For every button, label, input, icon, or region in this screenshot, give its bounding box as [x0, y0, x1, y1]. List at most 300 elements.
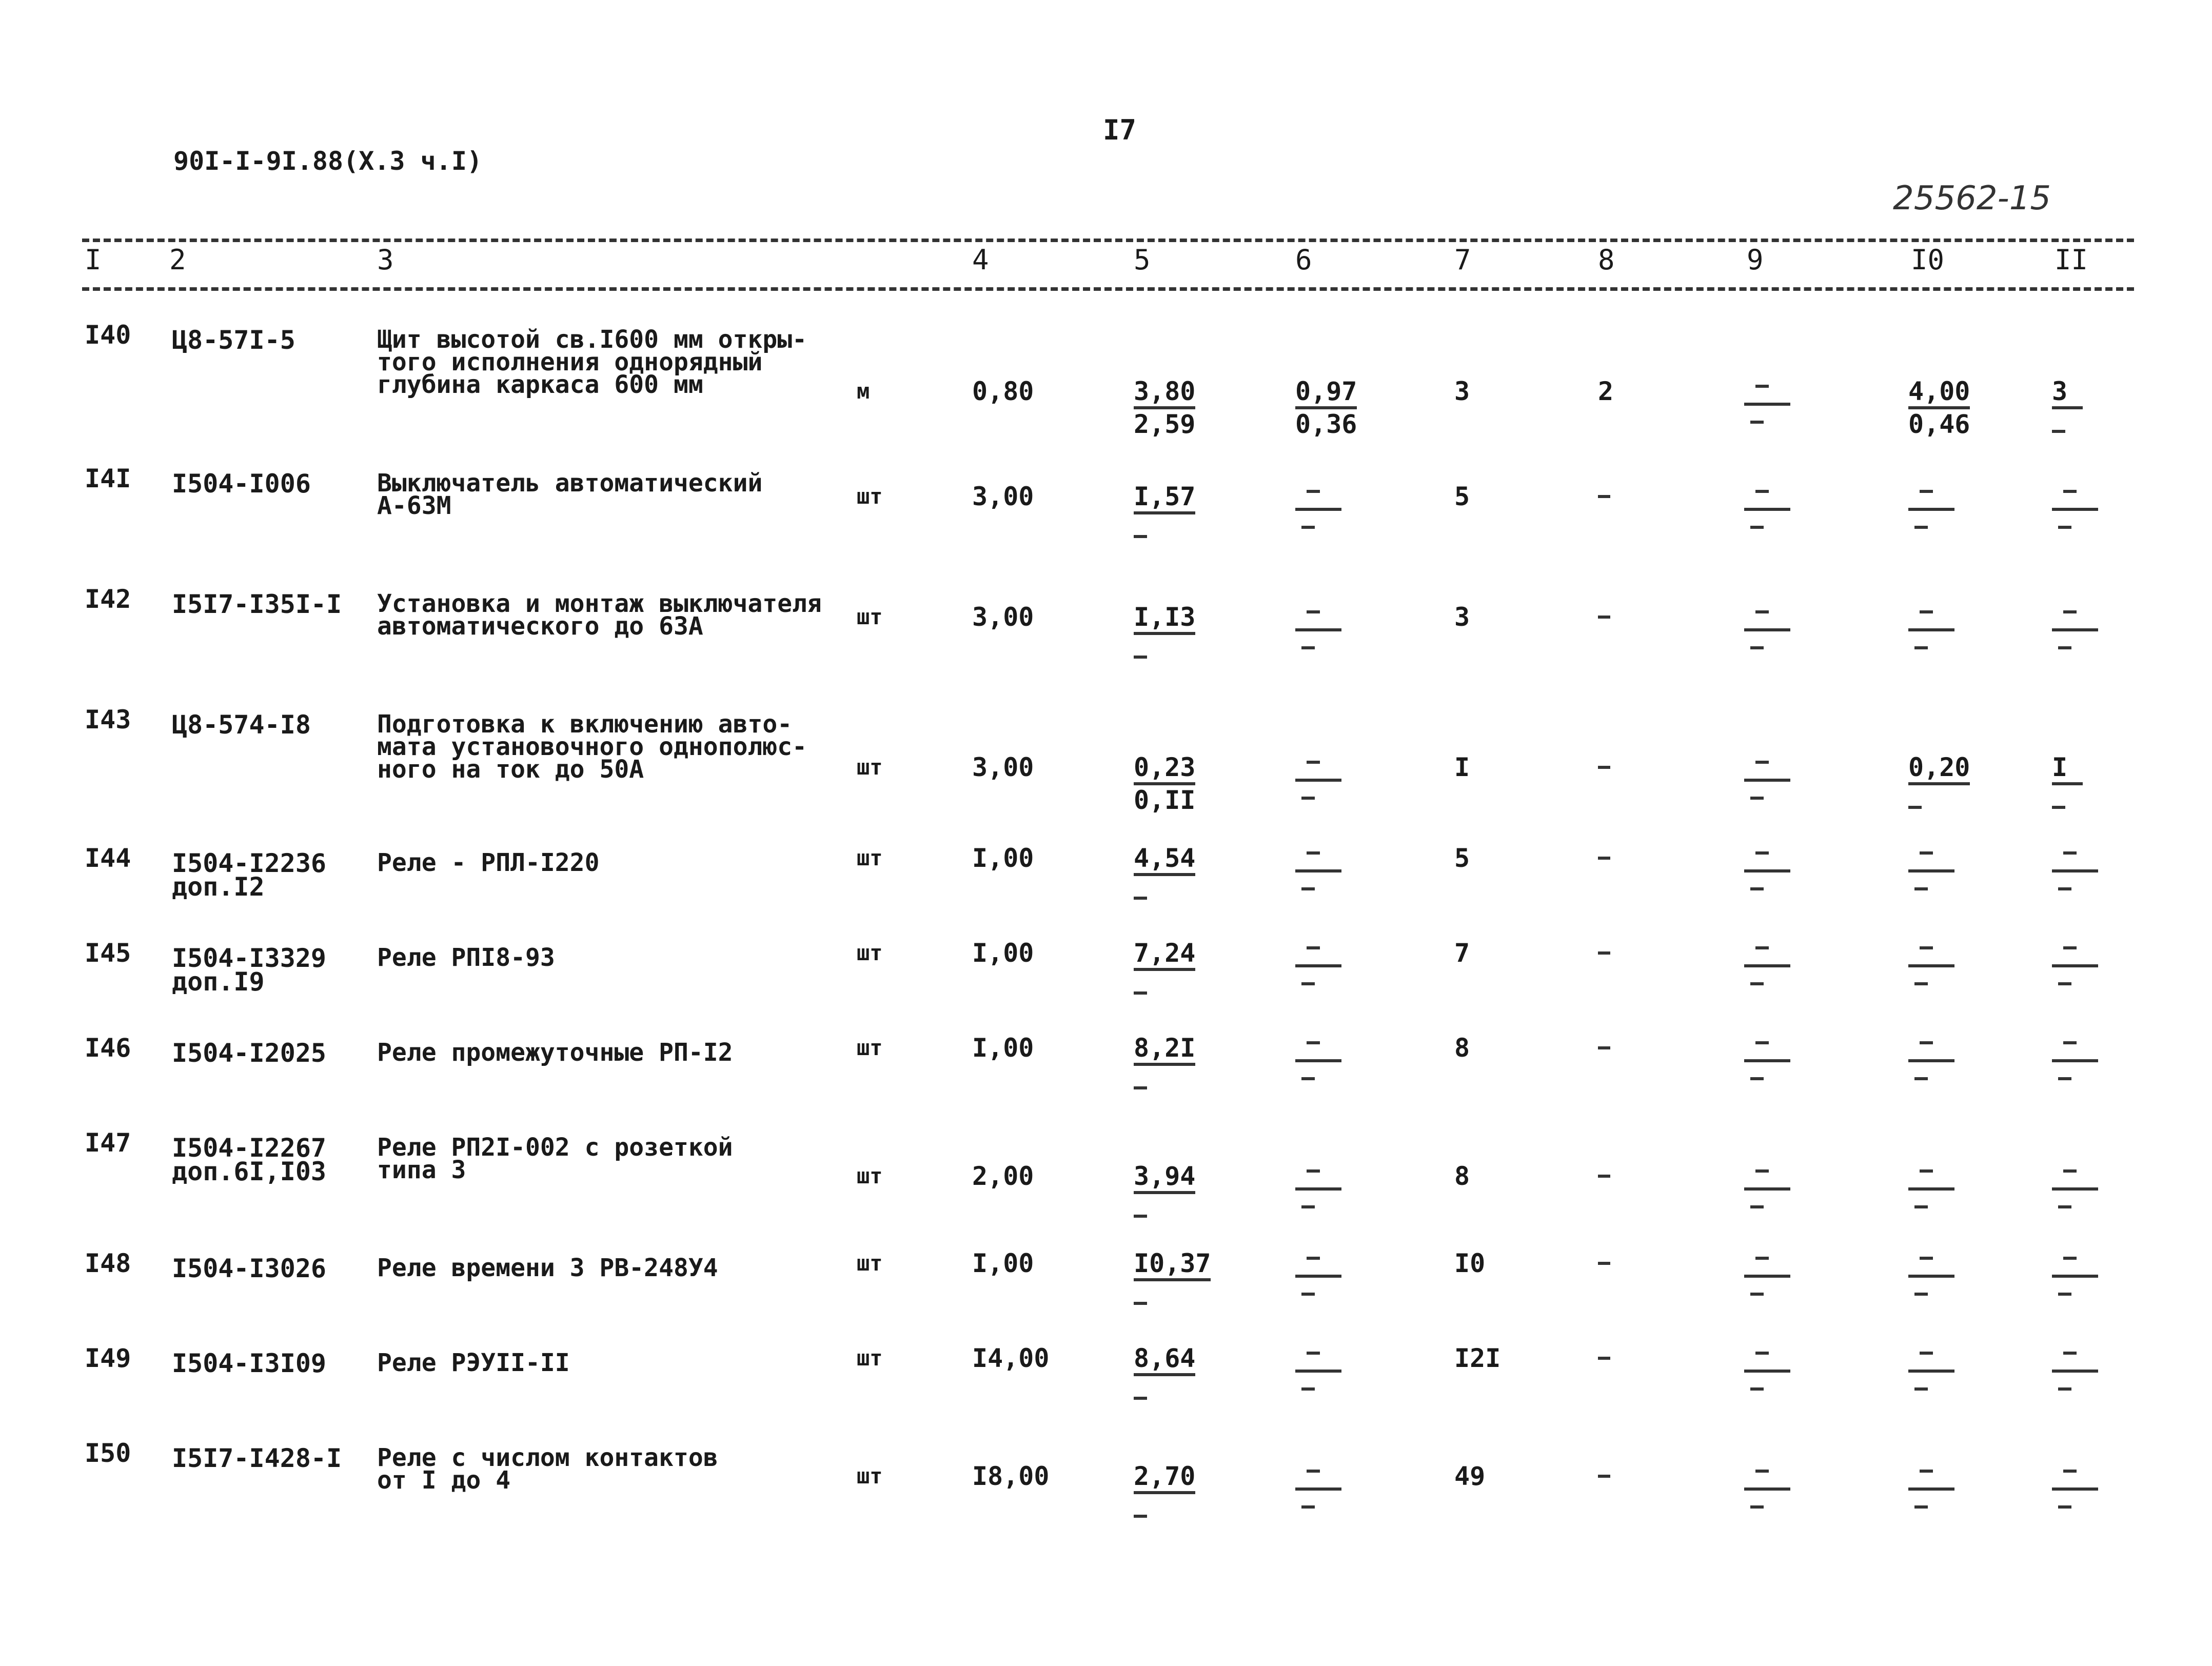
dash-mark — [1750, 1077, 1764, 1080]
table-row-7-col5-numerator: 8,2I — [1134, 1033, 1196, 1063]
dash-mark — [2052, 430, 2065, 433]
dash-mark — [2058, 982, 2071, 985]
table-row-2-col6 — [1295, 485, 1341, 536]
table-row-9-col9 — [1744, 1252, 1790, 1303]
table-row-8-quantity: 2,00 — [972, 1161, 1034, 1191]
dash-mark — [1750, 1387, 1764, 1391]
table-row-10-quantity: I4,00 — [972, 1343, 1050, 1373]
table-row-2-quantity: 3,00 — [972, 482, 1034, 511]
dash-mark — [1914, 1387, 1928, 1391]
dash-mark — [1307, 1470, 1320, 1473]
table-row-10-col5-denominator — [1134, 1379, 1216, 1403]
table-row-1-col9 — [1744, 380, 1790, 431]
fraction-bar — [1295, 508, 1341, 511]
table-row-5-col9 — [1744, 846, 1790, 898]
table-row-6-col11 — [2052, 941, 2098, 993]
table-row-11-col5-denominator — [1134, 1497, 1216, 1521]
dash-mark — [1914, 887, 1928, 890]
table-row-9-col5 — [1134, 1248, 1216, 1308]
dash-mark — [1134, 1397, 1147, 1400]
fraction-bar — [1744, 1370, 1790, 1373]
table-row-10-col5-numerator: 8,64 — [1134, 1343, 1196, 1373]
table-row-1-col11-numerator: 3 — [2052, 376, 2068, 406]
fraction-bar — [1744, 403, 1790, 406]
dash-mark — [1134, 1215, 1147, 1218]
fraction-bar — [1908, 1370, 1954, 1373]
table-row-1-col6-numerator: 0,97 — [1295, 376, 1357, 406]
table-row-9-number: I48 — [85, 1248, 131, 1278]
dash-mark — [1750, 797, 1764, 800]
dash-mark — [1755, 761, 1769, 764]
table-row-11-number: I50 — [85, 1438, 131, 1468]
dash-mark — [1750, 1205, 1764, 1208]
dash-mark — [1307, 1257, 1320, 1260]
table-row-3-col5 — [1134, 602, 1216, 662]
table-row-4-quantity: 3,00 — [972, 752, 1034, 782]
fraction-bar — [1295, 1275, 1341, 1278]
table-row-5-col5-denominator — [1134, 879, 1216, 903]
dash-mark — [1301, 646, 1315, 649]
table-row-5-col8-dash — [1598, 857, 1610, 860]
dash-mark — [1307, 1041, 1320, 1044]
table-row-11-col5 — [1134, 1461, 1216, 1521]
dash-mark — [1755, 1169, 1769, 1173]
table-row-7-number: I46 — [85, 1033, 131, 1063]
table-row-10-col5 — [1134, 1343, 1216, 1403]
dash-mark — [1755, 1352, 1769, 1355]
fraction-bar — [1295, 779, 1341, 782]
table-row-5-col5-bar — [1134, 873, 1195, 876]
table-row-1-col11 — [2052, 376, 2098, 436]
dash-mark — [2058, 1205, 2071, 1208]
table-row-10-code: I504-I3I09 — [172, 1348, 327, 1378]
table-row-4-number: I43 — [85, 705, 131, 735]
table-row-9-code: I504-I3026 — [172, 1254, 327, 1283]
table-row-4-col10 — [1908, 752, 1990, 812]
table-row-4-col8-dash — [1598, 766, 1610, 769]
table-row-4-col6 — [1295, 756, 1341, 807]
table-row-1-col7: 3 — [1454, 376, 1470, 406]
dash-mark — [1134, 897, 1147, 900]
table-row-7-col5-bar — [1134, 1063, 1195, 1066]
table-row-5-code: I504-I2236 доп.I2 — [172, 848, 327, 902]
dash-mark — [1920, 1041, 1933, 1044]
table-row-11-quantity: I8,00 — [972, 1461, 1050, 1491]
fraction-bar — [1908, 869, 1954, 872]
table-row-10-col7: I2I — [1454, 1343, 1501, 1373]
table-row-6-col6 — [1295, 941, 1341, 993]
dash-mark — [2058, 1293, 2071, 1296]
dash-mark — [1301, 887, 1315, 890]
table-row-5-col7: 5 — [1454, 843, 1470, 873]
table-row-10-description: Реле РЭУII-II — [377, 1348, 570, 1377]
fraction-bar — [2052, 1059, 2098, 1062]
table-row-7-quantity: I,00 — [972, 1033, 1034, 1063]
dash-mark — [1301, 1387, 1315, 1391]
table-row-6-col5-denominator — [1134, 974, 1216, 998]
fraction-bar — [1744, 964, 1790, 967]
table-row-3-description: Установка и монтаж выключателя автоматического до 63А — [377, 589, 822, 641]
dash-mark — [2063, 1257, 2077, 1260]
dash-mark — [2063, 1169, 2077, 1173]
col-header-9: 9 — [1747, 244, 1764, 276]
fraction-bar — [1908, 1488, 1954, 1491]
table-row-3-unit: шт — [857, 604, 883, 629]
dash-mark — [1755, 1257, 1769, 1260]
table-row-9-col5-bar — [1134, 1278, 1211, 1281]
fraction-bar — [2052, 1187, 2098, 1191]
table-row-1-col10-numerator: 4,00 — [1908, 376, 1970, 406]
table-row-1-number: I40 — [85, 320, 131, 350]
dash-mark — [2063, 1470, 2077, 1473]
table-row-6-col7: 7 — [1454, 938, 1470, 968]
col-header-5: 5 — [1134, 244, 1151, 276]
dash-mark — [2063, 851, 2077, 855]
table-row-10-col6 — [1295, 1346, 1341, 1398]
table-row-1-quantity: 0,80 — [972, 376, 1034, 406]
table-row-6-unit: шт — [857, 940, 883, 965]
table-row-1-code: Ц8-57I-5 — [172, 325, 295, 355]
dash-mark — [1307, 946, 1320, 949]
table-row-8-col5 — [1134, 1161, 1216, 1221]
dash-mark — [1908, 806, 1922, 809]
table-row-4-col10-denominator — [1908, 788, 1990, 812]
dash-mark — [1301, 1077, 1315, 1080]
col-header-8: 8 — [1598, 244, 1615, 276]
table-row-9-col5-numerator: I0,37 — [1134, 1248, 1211, 1278]
table-row-11-col10 — [1908, 1464, 1954, 1516]
col-header-7: 7 — [1454, 244, 1471, 276]
table-row-6-number: I45 — [85, 938, 131, 968]
fraction-bar — [2052, 869, 2098, 872]
col-header-2: 2 — [169, 244, 186, 276]
table-row-7-unit: шт — [857, 1035, 883, 1060]
dash-mark — [1914, 526, 1928, 529]
table-row-2-col5-denominator — [1134, 518, 1216, 541]
fraction-bar — [1908, 1059, 1954, 1062]
dash-mark — [1920, 1257, 1933, 1260]
dash-mark — [1920, 1470, 1933, 1473]
table-row-7-col10 — [1908, 1036, 1954, 1087]
dash-mark — [1920, 490, 1933, 493]
table-row-9-unit: шт — [857, 1251, 883, 1276]
table-row-5-col6 — [1295, 846, 1341, 898]
col-header-6: 6 — [1295, 244, 1312, 276]
dash-mark — [1920, 946, 1933, 949]
table-row-5-unit: шт — [857, 845, 883, 870]
table-row-1-col10-denominator: 0,46 — [1908, 409, 1970, 439]
table-row-2-col9 — [1744, 485, 1790, 536]
fraction-bar — [1295, 628, 1341, 631]
fraction-bar — [2052, 1488, 2098, 1491]
table-row-3-quantity: 3,00 — [972, 602, 1034, 632]
fraction-bar — [2052, 1370, 2098, 1373]
table-row-3-col5-bar — [1134, 632, 1195, 635]
table-row-10-col9 — [1744, 1346, 1790, 1398]
table-row-11-col8-dash — [1598, 1475, 1610, 1478]
dash-mark — [1914, 1205, 1928, 1208]
dash-mark — [2063, 1352, 2077, 1355]
table-row-8-col7: 8 — [1454, 1161, 1470, 1191]
dash-mark — [1750, 421, 1764, 424]
header-top-rule — [82, 239, 2134, 242]
table-row-7-col5-denominator — [1134, 1069, 1216, 1093]
table-row-7-col11 — [2052, 1036, 2098, 1087]
dash-mark — [1301, 1505, 1315, 1509]
fraction-bar — [1908, 964, 1954, 967]
table-row-4-code: Ц8-574-I8 — [172, 710, 311, 740]
dash-mark — [1920, 1169, 1933, 1173]
dash-mark — [1307, 610, 1320, 613]
table-row-11-col6 — [1295, 1464, 1341, 1516]
fraction-bar — [1744, 628, 1790, 631]
dash-mark — [1134, 1086, 1147, 1089]
dash-mark — [1914, 646, 1928, 649]
table-row-11-unit: шт — [857, 1463, 883, 1489]
table-row-4-col11-numerator: I — [2052, 752, 2068, 782]
table-row-6-col5 — [1134, 938, 1216, 998]
table-row-9-col11 — [2052, 1252, 2098, 1303]
table-row-8-number: I47 — [85, 1128, 131, 1158]
table-row-10-col5-bar — [1134, 1373, 1195, 1376]
table-row-1-col8: 2 — [1598, 376, 1614, 406]
dash-mark — [1307, 761, 1320, 764]
table-row-11-col11 — [2052, 1464, 2098, 1516]
table-row-2-code: I504-I006 — [172, 469, 311, 499]
table-row-8-description: Реле РП2I-002 с розеткой типа 3 — [377, 1133, 733, 1184]
table-row-5-number: I44 — [85, 843, 131, 873]
dash-mark — [1755, 1041, 1769, 1044]
table-row-3-col5-numerator: I,I3 — [1134, 602, 1196, 632]
table-row-7-description: Реле промежуточные РП-I2 — [377, 1038, 733, 1067]
fraction-bar — [1744, 779, 1790, 782]
table-row-4-col7: I — [1454, 752, 1470, 782]
header-bottom-rule — [82, 287, 2134, 291]
table-row-6-col9 — [1744, 941, 1790, 993]
dash-mark — [1920, 851, 1933, 855]
dash-mark — [1755, 490, 1769, 493]
table-row-4-col5-denominator: 0,II — [1134, 785, 1196, 815]
table-row-1-col6-denominator: 0,36 — [1295, 409, 1357, 439]
table-row-7-col9 — [1744, 1036, 1790, 1087]
table-row-11-col7: 49 — [1454, 1461, 1486, 1491]
table-row-6-description: Реле РПI8-93 — [377, 943, 555, 972]
table-row-3-code: I5I7-I35I-I — [172, 589, 342, 619]
dash-mark — [1914, 1293, 1928, 1296]
dash-mark — [1755, 1470, 1769, 1473]
table-row-11-col5-bar — [1134, 1491, 1195, 1494]
table-row-11-col9 — [1744, 1464, 1790, 1516]
dash-mark — [2058, 887, 2071, 890]
dash-mark — [2058, 526, 2071, 529]
fraction-bar — [1295, 1370, 1341, 1373]
col-header-11: II — [2055, 244, 2088, 276]
table-row-10-col8-dash — [1598, 1357, 1610, 1360]
table-row-6-col8-dash — [1598, 951, 1610, 955]
table-row-9-col8-dash — [1598, 1262, 1610, 1265]
table-row-5-col5-numerator: 4,54 — [1134, 843, 1196, 873]
dash-mark — [1750, 982, 1764, 985]
table-row-2-description: Выключатель автоматический А-63М — [377, 469, 763, 520]
table-row-1-col5-denominator: 2,59 — [1134, 409, 1196, 439]
table-row-3-col6 — [1295, 605, 1341, 657]
table-row-2-col7: 5 — [1454, 482, 1470, 511]
table-row-3-number: I42 — [85, 584, 131, 614]
dash-mark — [1914, 982, 1928, 985]
dash-mark — [2063, 610, 2077, 613]
table-row-8-col5-numerator: 3,94 — [1134, 1161, 1196, 1191]
table-row-9-col10 — [1908, 1252, 1954, 1303]
dash-mark — [1134, 535, 1147, 538]
table-row-9-quantity: I,00 — [972, 1248, 1034, 1278]
table-row-1-col11-bar — [2052, 406, 2083, 409]
table-row-8-col5-denominator — [1134, 1197, 1216, 1221]
fraction-bar — [1908, 1275, 1954, 1278]
fraction-bar — [1744, 508, 1790, 511]
dash-mark — [1307, 1352, 1320, 1355]
table-row-4-col11-denominator — [2052, 788, 2098, 812]
dash-mark — [1750, 887, 1764, 890]
dash-mark — [1750, 1293, 1764, 1296]
fraction-bar — [2052, 508, 2098, 511]
archive-stamp: 25562-15 — [1893, 180, 2051, 217]
table-row-9-col6 — [1295, 1252, 1341, 1303]
fraction-bar — [2052, 1275, 2098, 1278]
table-row-3-col5-denominator — [1134, 638, 1216, 662]
table-row-1-col6 — [1295, 376, 1377, 439]
table-row-4-col10-numerator: 0,20 — [1908, 752, 1970, 782]
dash-mark — [1134, 991, 1147, 995]
table-row-6-col10 — [1908, 941, 1954, 993]
table-row-6-quantity: I,00 — [972, 938, 1034, 968]
table-row-5-col10 — [1908, 846, 1954, 898]
table-row-8-col10 — [1908, 1164, 1954, 1216]
dash-mark — [1755, 851, 1769, 855]
fraction-bar — [1744, 1059, 1790, 1062]
dash-mark — [1750, 646, 1764, 649]
table-row-2-col11 — [2052, 485, 2098, 536]
dash-mark — [2058, 646, 2071, 649]
fraction-bar — [1295, 1059, 1341, 1062]
table-row-5-col5 — [1134, 843, 1216, 903]
table-row-4-col5-numerator: 0,23 — [1134, 752, 1196, 782]
table-row-5-quantity: I,00 — [972, 843, 1034, 873]
table-row-9-col7: I0 — [1454, 1248, 1486, 1278]
table-row-8-col9 — [1744, 1164, 1790, 1216]
table-row-8-code: I504-I2267 доп.6I,I03 — [172, 1133, 327, 1186]
table-row-1-col11-denominator — [2052, 412, 2098, 436]
table-row-7-col5 — [1134, 1033, 1216, 1093]
dash-mark — [1920, 1352, 1933, 1355]
fraction-bar — [2052, 628, 2098, 631]
table-row-3-col8-dash — [1598, 616, 1610, 619]
table-row-6-col5-numerator: 7,24 — [1134, 938, 1196, 968]
dash-mark — [1301, 1205, 1315, 1208]
dash-mark — [2058, 1505, 2071, 1509]
dash-mark — [2058, 1077, 2071, 1080]
table-row-7-code: I504-I2025 — [172, 1038, 327, 1068]
dash-mark — [2063, 490, 2077, 493]
dash-mark — [2058, 1387, 2071, 1391]
dash-mark — [1301, 797, 1315, 800]
table-row-7-col8-dash — [1598, 1046, 1610, 1049]
table-row-4-description: Подготовка к включению авто- мата установочного однополюс- ного на ток до 50А — [377, 710, 807, 784]
dash-mark — [1920, 610, 1933, 613]
table-row-4-unit: шт — [857, 755, 883, 780]
dash-mark — [1134, 1302, 1147, 1305]
dash-mark — [1755, 610, 1769, 613]
dash-mark — [1307, 851, 1320, 855]
fraction-bar — [1908, 508, 1954, 511]
dash-mark — [1134, 1515, 1147, 1518]
table-row-1-col5 — [1134, 376, 1216, 439]
table-row-4-col9 — [1744, 756, 1790, 807]
fraction-bar — [1295, 869, 1341, 872]
table-row-8-col5-bar — [1134, 1191, 1195, 1194]
table-row-11-code: I5I7-I428-I — [172, 1443, 342, 1473]
table-row-1-description: Щит высотой св.I600 мм откры- того исполнения однорядный глубина каркаса 600 мм — [377, 325, 807, 399]
dash-mark — [2063, 946, 2077, 949]
table-row-6-col5-bar — [1134, 968, 1195, 971]
dash-mark — [1914, 1505, 1928, 1509]
table-row-3-col9 — [1744, 605, 1790, 657]
fraction-bar — [1744, 869, 1790, 872]
dash-mark — [1750, 526, 1764, 529]
table-row-1-col10 — [1908, 376, 1990, 439]
table-row-8-unit: шт — [857, 1163, 883, 1188]
table-row-3-col7: 3 — [1454, 602, 1470, 632]
document-code: 90I-I-9I.88(X.3 ч.I) — [173, 146, 483, 176]
table-row-10-number: I49 — [85, 1343, 131, 1373]
fraction-bar — [2052, 964, 2098, 967]
table-row-10-col11 — [2052, 1346, 2098, 1398]
table-row-7-col7: 8 — [1454, 1033, 1470, 1063]
table-row-4-col5 — [1134, 752, 1216, 815]
fraction-bar — [1295, 1187, 1341, 1191]
dash-mark — [1755, 385, 1769, 388]
fraction-bar — [1744, 1275, 1790, 1278]
dash-mark — [1301, 526, 1315, 529]
table-row-2-number: I4I — [85, 464, 131, 493]
table-row-9-description: Реле времени 3 РВ-248У4 — [377, 1254, 718, 1282]
table-row-2-col5-bar — [1134, 511, 1195, 514]
table-row-4-col10-bar — [1908, 782, 1970, 785]
dash-mark — [1750, 1505, 1764, 1509]
dash-mark — [1301, 982, 1315, 985]
table-row-8-col8-dash — [1598, 1175, 1610, 1178]
table-row-7-col6 — [1295, 1036, 1341, 1087]
dash-mark — [1301, 1293, 1315, 1296]
col-header-4: 4 — [972, 244, 989, 276]
table-row-2-col8-dash — [1598, 495, 1610, 498]
table-row-2-col10 — [1908, 485, 1954, 536]
table-row-10-col10 — [1908, 1346, 1954, 1398]
table-row-10-unit: шт — [857, 1345, 883, 1371]
dash-mark — [1755, 946, 1769, 949]
table-row-2-unit: шт — [857, 484, 883, 509]
col-header-10: I0 — [1911, 244, 1945, 276]
col-header-1: I — [85, 244, 102, 276]
fraction-bar — [1744, 1488, 1790, 1491]
col-header-3: 3 — [377, 244, 394, 276]
table-row-8-col11 — [2052, 1164, 2098, 1216]
fraction-bar — [1295, 964, 1341, 967]
dash-mark — [1134, 656, 1147, 659]
table-row-5-description: Реле - РПЛ-I220 — [377, 848, 600, 877]
table-row-1-col5-numerator: 3,80 — [1134, 376, 1196, 406]
dash-mark — [1307, 1169, 1320, 1173]
dash-mark — [2052, 806, 2065, 809]
